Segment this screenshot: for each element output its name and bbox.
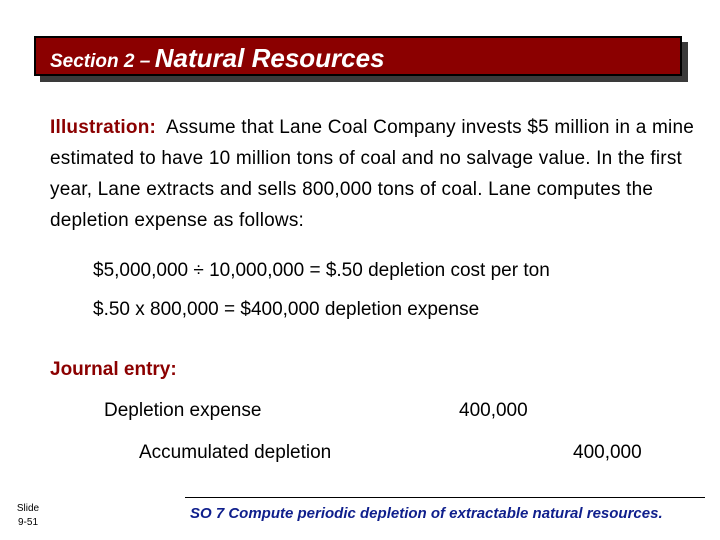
slide-label: Slide	[16, 503, 40, 514]
calculation-line-1: $5,000,000 ÷ 10,000,000 = $.50 depletion cost per ton	[93, 260, 550, 281]
title-bar	[34, 36, 682, 76]
illustration-text: Assume that Lane Coal Company invests $5 million in a mine estimated to have 10 million tons of coal and no salvage value. In the first year, Lane extracts and sells 800,000 tons of coal. Lane computes the depletion expense as follows:	[50, 117, 694, 231]
journal-debit-account: Depletion expense	[104, 400, 262, 421]
section-label: Section 2 –	[50, 51, 151, 72]
slide-number-value: 9-51	[17, 517, 38, 528]
footer-divider	[185, 497, 705, 498]
illustration-label: Illustration:	[50, 117, 157, 138]
journal-credit-account: Accumulated depletion	[139, 442, 332, 463]
section-title: Natural Resources	[154, 43, 385, 73]
slide-number	[8, 502, 48, 530]
illustration-paragraph	[50, 112, 700, 236]
journal-entry-label: Journal entry:	[50, 359, 177, 380]
calculation-line-2: $.50 x 800,000 = $400,000 depletion expense	[93, 299, 480, 320]
journal-credit-amount: 400,000	[573, 442, 642, 463]
slide-title	[50, 43, 385, 74]
journal-debit-amount: 400,000	[459, 400, 528, 421]
study-objective: SO 7 Compute periodic depletion of extractable natural resources.	[190, 505, 663, 522]
